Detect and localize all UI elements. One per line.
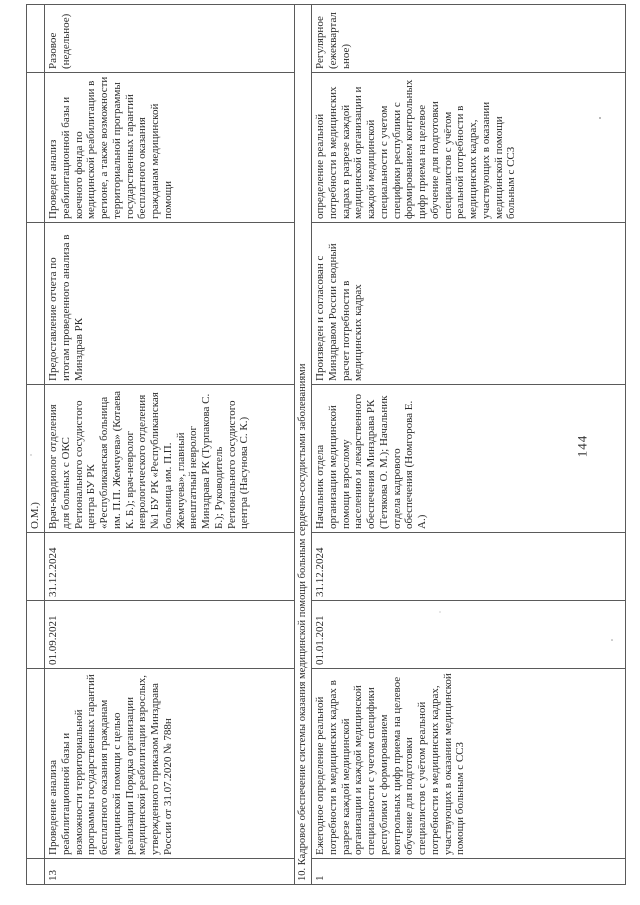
table-cell — [27, 223, 45, 385]
table-cell — [27, 533, 45, 601]
table-cell — [27, 669, 45, 859]
start-date-cell: 01.01.2021 — [312, 601, 626, 669]
end-date-cell: 31.12.2024 — [45, 533, 295, 601]
activity-cell: Проведение анализа реабилитационной базы и возможности территориальной программы государственных гарантий бесплатного оказания гражданам медицинской помощи с целью реализации Порядка организации медицинской реабилитации взрослых, утвержденного приказом Минздрава России от 31.07.2020 № 788н — [45, 669, 295, 859]
responsible-cell: Врач-кардиолог отделения для больных с ОКС Регионального сосудистого центра БУ РК «Республиканская больница им. П.П. Жемчуева» (Котаева К. Б.); врач-невролог неврологического отделения №1 БУ РК «Республиканская больница им. П.П. Жемчуева», главный внештатный невролог Минздрава РК (Турпакова С. Б.); Руководитель Регионального сосудистого центра (Насунова С. К.) — [45, 385, 295, 533]
indicator-cell: Проведен анализ реабилитационной базы и коечного фонда по медицинской реабилитации в регионе, а также возможности территориальной программы государственных гарантий бесплатного оказания гражданам медицинской помощи — [45, 73, 295, 223]
responsible-cell: Начальник отдела организации медицинской помощи взрослому населению и лекарственного обеспечения Минздрава РК (Тетякова О. М.); Начальник отдела кадрового обеспечения (Номгорова Е. А.) — [312, 385, 626, 533]
indicator-cell: определение реальной потребности в медицинских кадрах в разрезе каждой медицинской организации и каждой медицинской специальности с учетом специфики республики с формированием контрольных цифр приема на целевое обучение для подготовки специалистов с учётом реальной потребности в медицинских кадрах, участвующих в оказании медицинской помощи больным с ССЗ — [312, 73, 626, 223]
result-cell: Произведен и согласован с Минздравом России сводный расчет потребности в медицинских кадрах — [312, 223, 626, 385]
frequency-cell: Регулярное (ежеквартальное) — [312, 5, 626, 73]
frequency-cell: Разовое (недельное) — [45, 5, 295, 73]
row-number: 1 — [312, 859, 626, 885]
page-number: 144 — [574, 434, 590, 458]
activity-cell: Ежегодное определение реальной потребности в медицинских кадрах в разрезе каждой медицинской организации и каждой медицинской специальности с учетом специфики республики с формированием контрольных цифр приема на целевое обучение для подготовки специалистов с учётом реальной потребности в медицинских кадрах, участвующих в оказании медицинской помощи больным с ССЗ — [312, 669, 626, 859]
action-plan-table — [26, 4, 626, 885]
table-cell — [27, 73, 45, 223]
row-number: 13 — [45, 859, 295, 885]
table-cell — [27, 859, 45, 885]
section-title: 10. Кадровое обеспечение системы оказания медицинской помощи больным сердечно-сосудистыми заболеваниями — [295, 5, 312, 885]
table-row — [45, 5, 295, 885]
rotated-document-sheet — [26, 12, 626, 885]
table-cell — [27, 601, 45, 669]
section-row — [295, 5, 312, 885]
result-cell: Предоставление отчета по итогам проведенного анализа в Минздрав РК — [45, 223, 295, 385]
start-date-cell: 01.09.2021 — [45, 601, 295, 669]
continued-owner-cell: О.М.) — [27, 385, 45, 533]
end-date-cell: 31.12.2024 — [312, 533, 626, 601]
table-row — [27, 5, 45, 885]
table-cell — [27, 5, 45, 73]
